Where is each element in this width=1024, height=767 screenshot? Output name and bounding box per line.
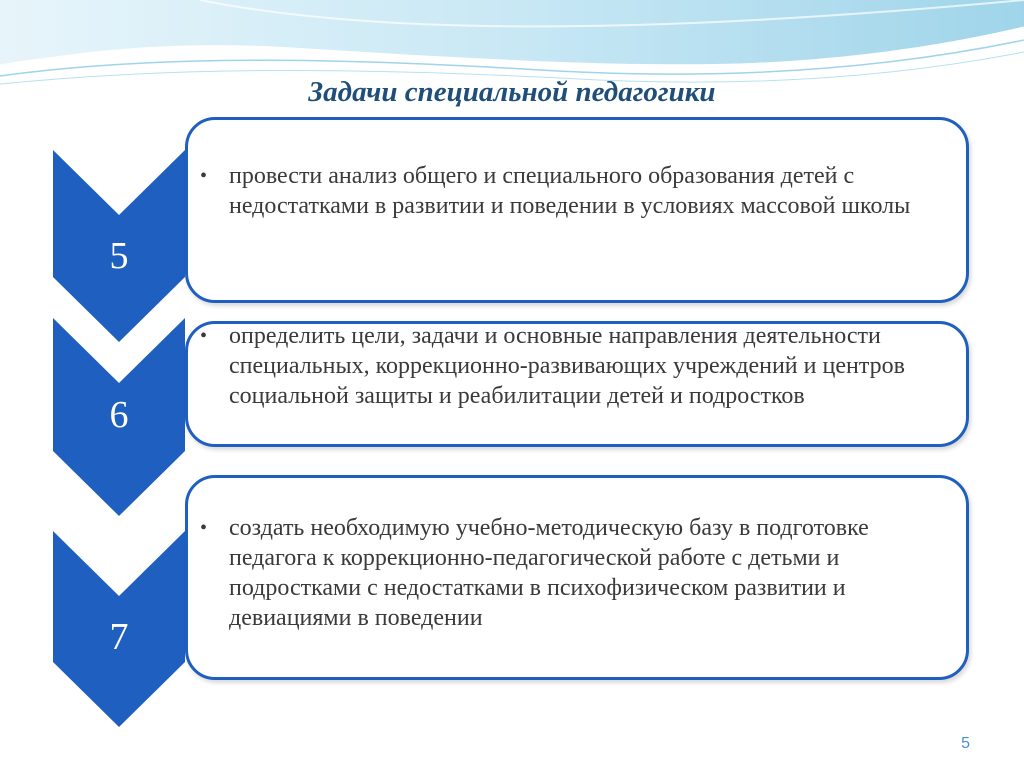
step-6-number: 6 [109, 394, 129, 436]
page-number: 5 [961, 735, 970, 752]
step-7-number: 7 [109, 616, 129, 658]
step-7-text: создать необходимую учебно-методическую базу в подготовке педагога к коррекционно-педагогической работе с детьми и подростками с недостатками в психофизическом развитии и девиациями в поведении [229, 515, 869, 631]
step-6-text: определить цели, задачи и основные направления деятельности специальных, коррекционно-развивающих учреждений и центров социальной защиты и реабилитации детей и подростков [229, 323, 905, 409]
step-7-item [200, 513, 960, 633]
step-6-item [200, 321, 960, 411]
bullet-icon: • [200, 325, 208, 347]
step-5-text: провести анализ общего и специального образования детей с недостатками в развитии и поведении в условиях массовой школы [229, 163, 911, 219]
bullet-icon: • [200, 517, 208, 539]
bullet-icon: • [200, 165, 208, 187]
step-5-item [200, 161, 960, 221]
slide-title: Задачи специальной педагогики [308, 76, 716, 108]
step-5-number: 5 [109, 235, 129, 277]
